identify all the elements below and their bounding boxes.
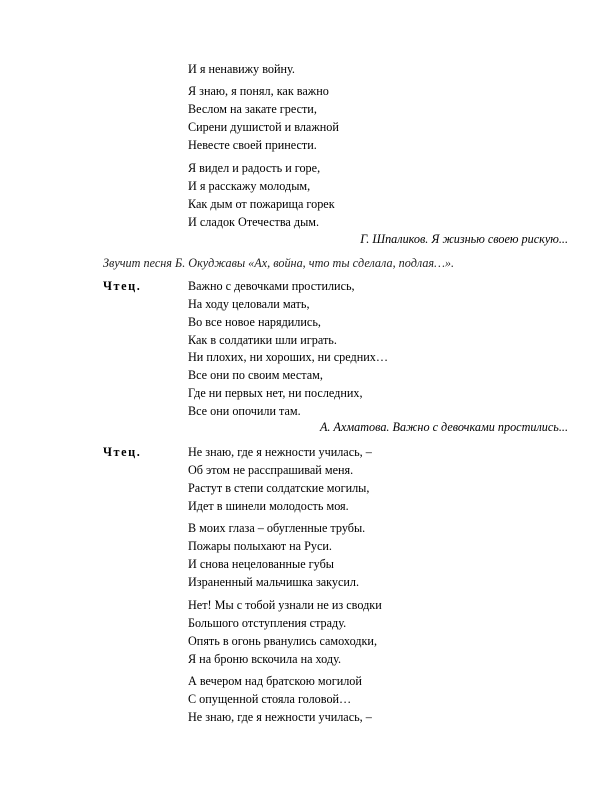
poem-line: Веслом на закате грести, [188,102,317,116]
poem-line: Большого отступления страду. [188,616,347,630]
poem-line: Об этом не расспрашивай меня. [188,463,354,477]
poem-line: Во все новое нарядились, [188,315,321,329]
poem-line: Не знаю, где я нежности училась, – [188,710,372,724]
speaker-label: Чтец. [103,445,142,459]
poem-line: Важно с девочками простились, [188,279,355,293]
attribution: Г. Шпаликов. Я жизнью своею рискую... [360,232,568,246]
stage-direction: Звучит песня Б. Окуджавы «Ах, война, что ты сделала, подлая…». [103,256,455,270]
poem-line: Как в солдатики шли играть. [188,333,337,347]
speaker-label: Чтец. [103,279,142,293]
poem-line: И я ненавижу войну. [188,62,295,76]
poem-line: Израненный мальчишка закусил. [188,575,360,589]
poem-line: Я на броню вскочила на ходу. [188,652,342,666]
poem-line: Нет! Мы с тобой узнали не из сводки [188,598,382,612]
poem-line: Сирени душистой и влажной [188,120,339,134]
poem-line: Я видел и радость и горе, [188,161,321,175]
poem-line: Ни плохих, ни хороших, ни средних… [188,350,389,364]
poem-line: Опять в огонь рванулись самоходки, [188,634,377,648]
poem-line: Пожары полыхают на Руси. [188,539,332,553]
poem-line: Все они опочили там. [188,404,301,418]
poem-line: А вечером над братскою могилой [188,674,362,688]
poem-line: Не знаю, где я нежности училась, – [188,445,372,459]
poem-line: Как дым от пожарища горек [188,197,335,211]
poem-line: И сладок Отечества дым. [188,215,320,229]
attribution: А. Ахматова. Важно с девочками простились... [319,420,568,434]
poem-line: С опущенной стояла головой… [188,692,352,706]
poem-line: И я расскажу молодым, [188,179,311,193]
poem-line: Где ни первых нет, ни последних, [188,386,363,400]
poem-line: На ходу целовали мать, [188,297,310,311]
poem-line: Идет в шинели молодость моя. [188,499,349,513]
poem-line: Я знаю, я понял, как важно [188,84,329,98]
poem-line: В моих глаза – обугленные трубы. [188,521,366,535]
poem-line: Невесте своей принести. [188,138,317,152]
poem-line: И снова нецелованные губы [188,557,334,571]
poem-line: Все они по своим местам, [188,368,323,382]
poem-line: Растут в степи солдатские могилы, [188,481,370,495]
